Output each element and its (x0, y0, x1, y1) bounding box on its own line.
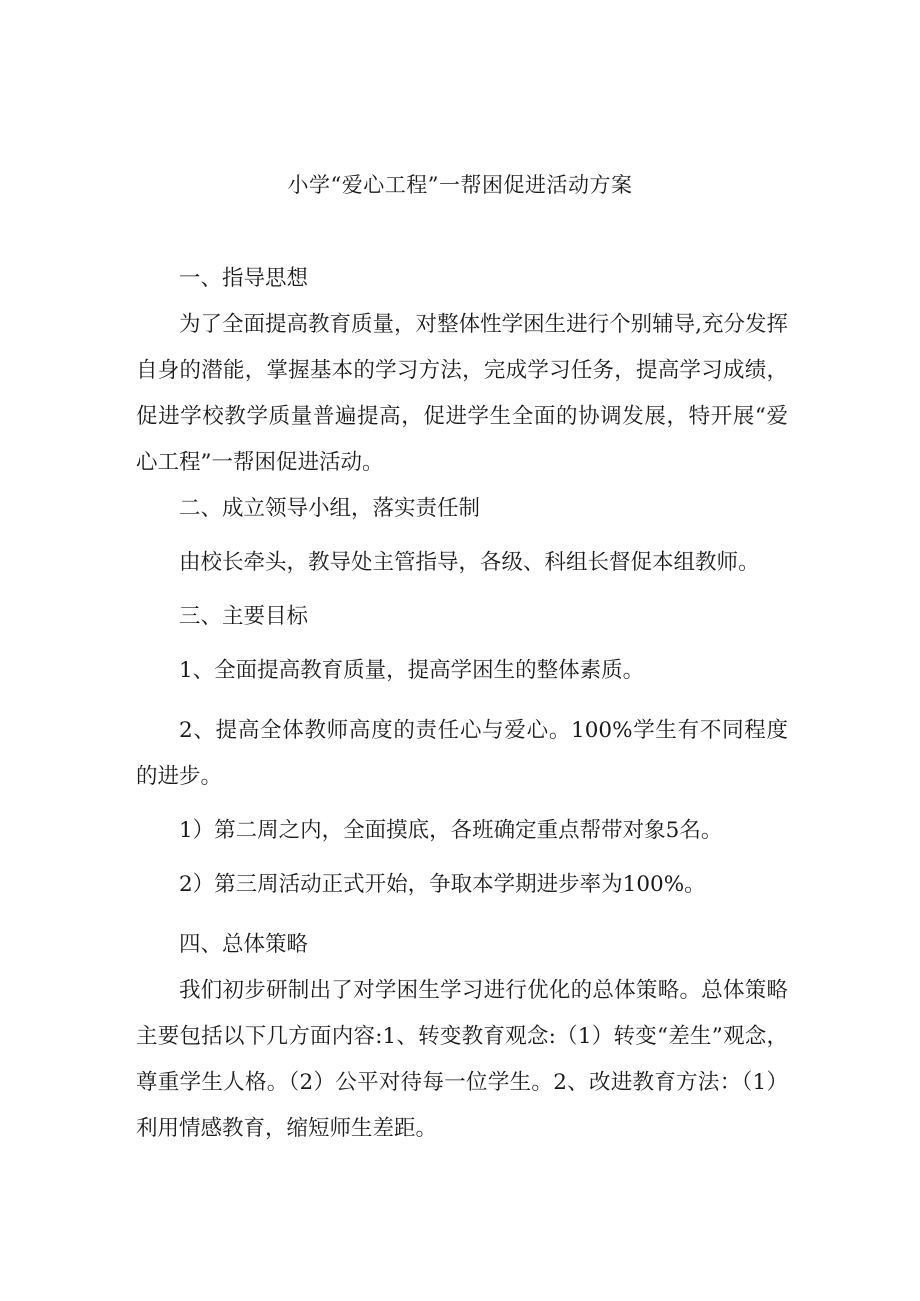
document-title: 小学“爱心工程”一帮困促进活动方案 (287, 173, 633, 197)
section-heading-4: 四、总体策略 (179, 932, 309, 957)
section-3-paragraph-4: 2）第三周活动正式开始，争取本学期进步率为100%。 (179, 872, 706, 897)
section-4-paragraph-1: 我们初步研制出了对学困生学习进行优化的总体策略。总体策略主要包括以下几方面内容:1、转变教育观念:（1）转变“差生”观念，尊重学生人格。（2）公平对待每一位学生。2、改进教育方法：（1）利用情感教育，缩短师生差距。 (136, 978, 788, 1141)
section-heading-1: 一、指导思想 (179, 266, 309, 291)
section-2-paragraph-1: 由校长牵头，教导处主管指导，各级、科组长督促本组教师。 (179, 550, 760, 575)
section-heading-2: 二、成立领导小组，落实责任制 (179, 496, 481, 521)
section-1-paragraph-1: 为了全面提高教育质量，对整体性学困生进行个别辅导,充分发挥自身的潜能，掌握基本的学习方法，完成学习任务，提高学习成绩，促进学校教学质量普遍提高，促进学生全面的协调发展，特开展“爱心工程”一帮困促进活动。 (136, 312, 788, 475)
section-3-paragraph-2: 2、提高全体教师高度的责任心与爱心。100%学生有不同程度的进步。 (136, 718, 788, 789)
section-3-paragraph-3: 1）第二周之内，全面摸底，各班确定重点帮带对象5名。 (179, 818, 723, 843)
document-body (136, 256, 788, 1152)
section-3-paragraph-1: 1、全面提高教育质量，提高学困生的整体素质。 (179, 658, 645, 683)
section-heading-3: 三、主要目标 (179, 604, 309, 629)
